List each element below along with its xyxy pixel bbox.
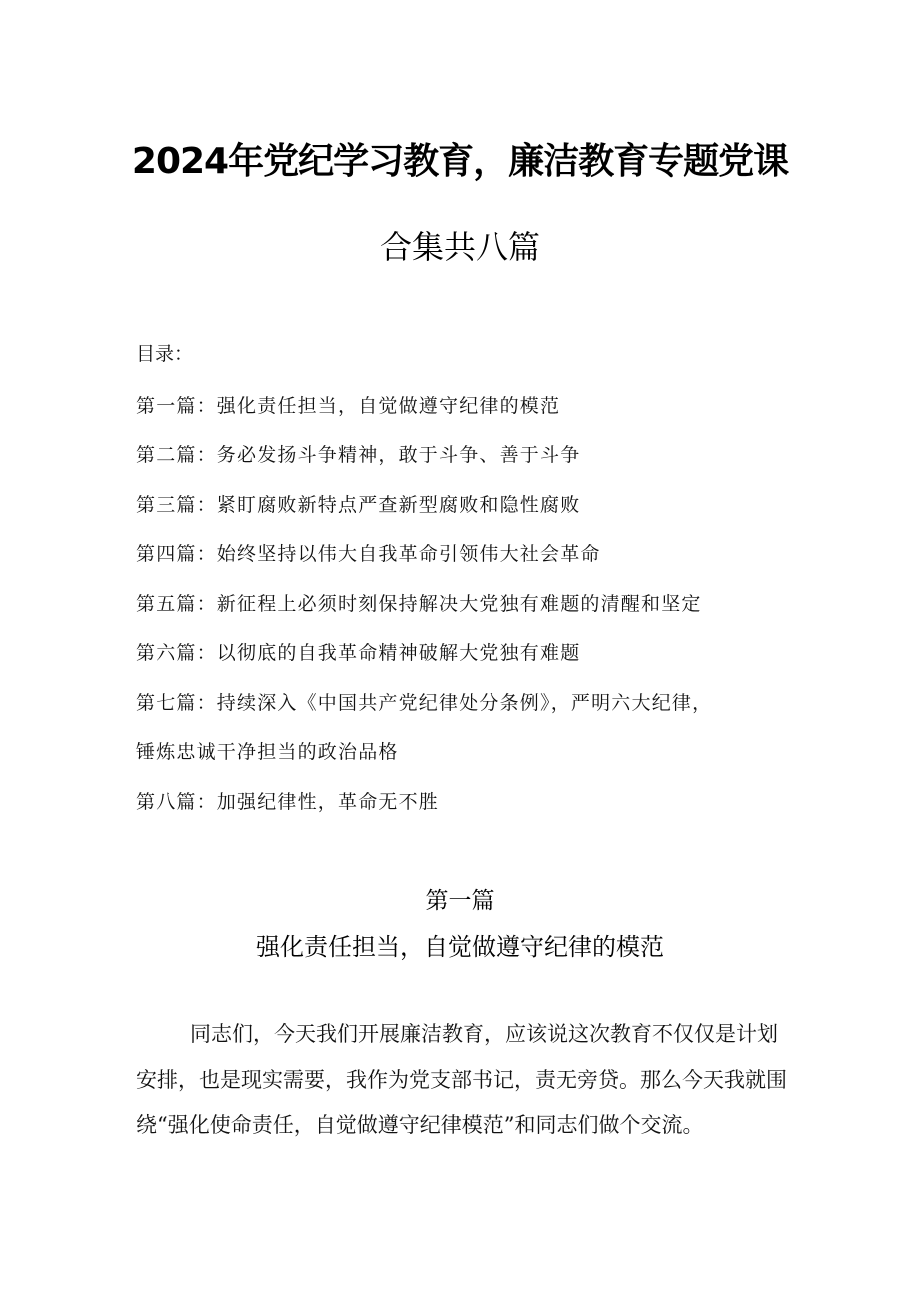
toc-item-continuation: 锤炼忠诚干净担当的政治品格 (136, 741, 399, 763)
toc-item: 第一篇：强化责任担当，自觉做遵守纪律的模范 (136, 395, 561, 417)
toc-item: 第五篇：新征程上必须时刻保持解决大党独有难题的清醒和坚定 (136, 593, 702, 615)
document-title-line-1: 2024年党纪学习教育，廉洁教育专题党课 (131, 141, 789, 182)
section-number: 第一篇 (425, 888, 495, 914)
body-paragraph-line: 绕“强化使命责任，自觉做遵守纪律模范”和同志们做个交流。 (136, 1113, 704, 1137)
toc-item: 第七篇：持续深入《中国共产党纪律处分条例》，严明六大纪律， (136, 692, 713, 714)
document-title-line-2: 合集共八篇 (379, 228, 540, 266)
body-paragraph-line: 同志们，今天我们开展廉洁教育，应该说这次教育不仅仅是计划 (190, 1022, 778, 1046)
toc-item: 第八篇：加强纪律性，革命无不胜 (136, 791, 440, 813)
toc-item: 第三篇：紧盯腐败新特点严查新型腐败和隐性腐败 (136, 494, 581, 516)
toc-item: 第六篇：以彻底的自我革命精神破解大党独有难题 (136, 642, 581, 664)
toc-item: 第四篇：始终坚持以伟大自我革命引领伟大社会革命 (136, 543, 601, 565)
toc-label: 目录： (136, 343, 194, 365)
body-paragraph-line: 安排，也是现实需要，我作为党支部书记，责无旁贷。那么今天我就围 (136, 1068, 787, 1092)
section-title: 强化责任担当，自觉做遵守纪律的模范 (256, 933, 664, 961)
toc-item: 第二篇：务必发扬斗争精神，敢于斗争、善于斗争 (136, 444, 581, 466)
